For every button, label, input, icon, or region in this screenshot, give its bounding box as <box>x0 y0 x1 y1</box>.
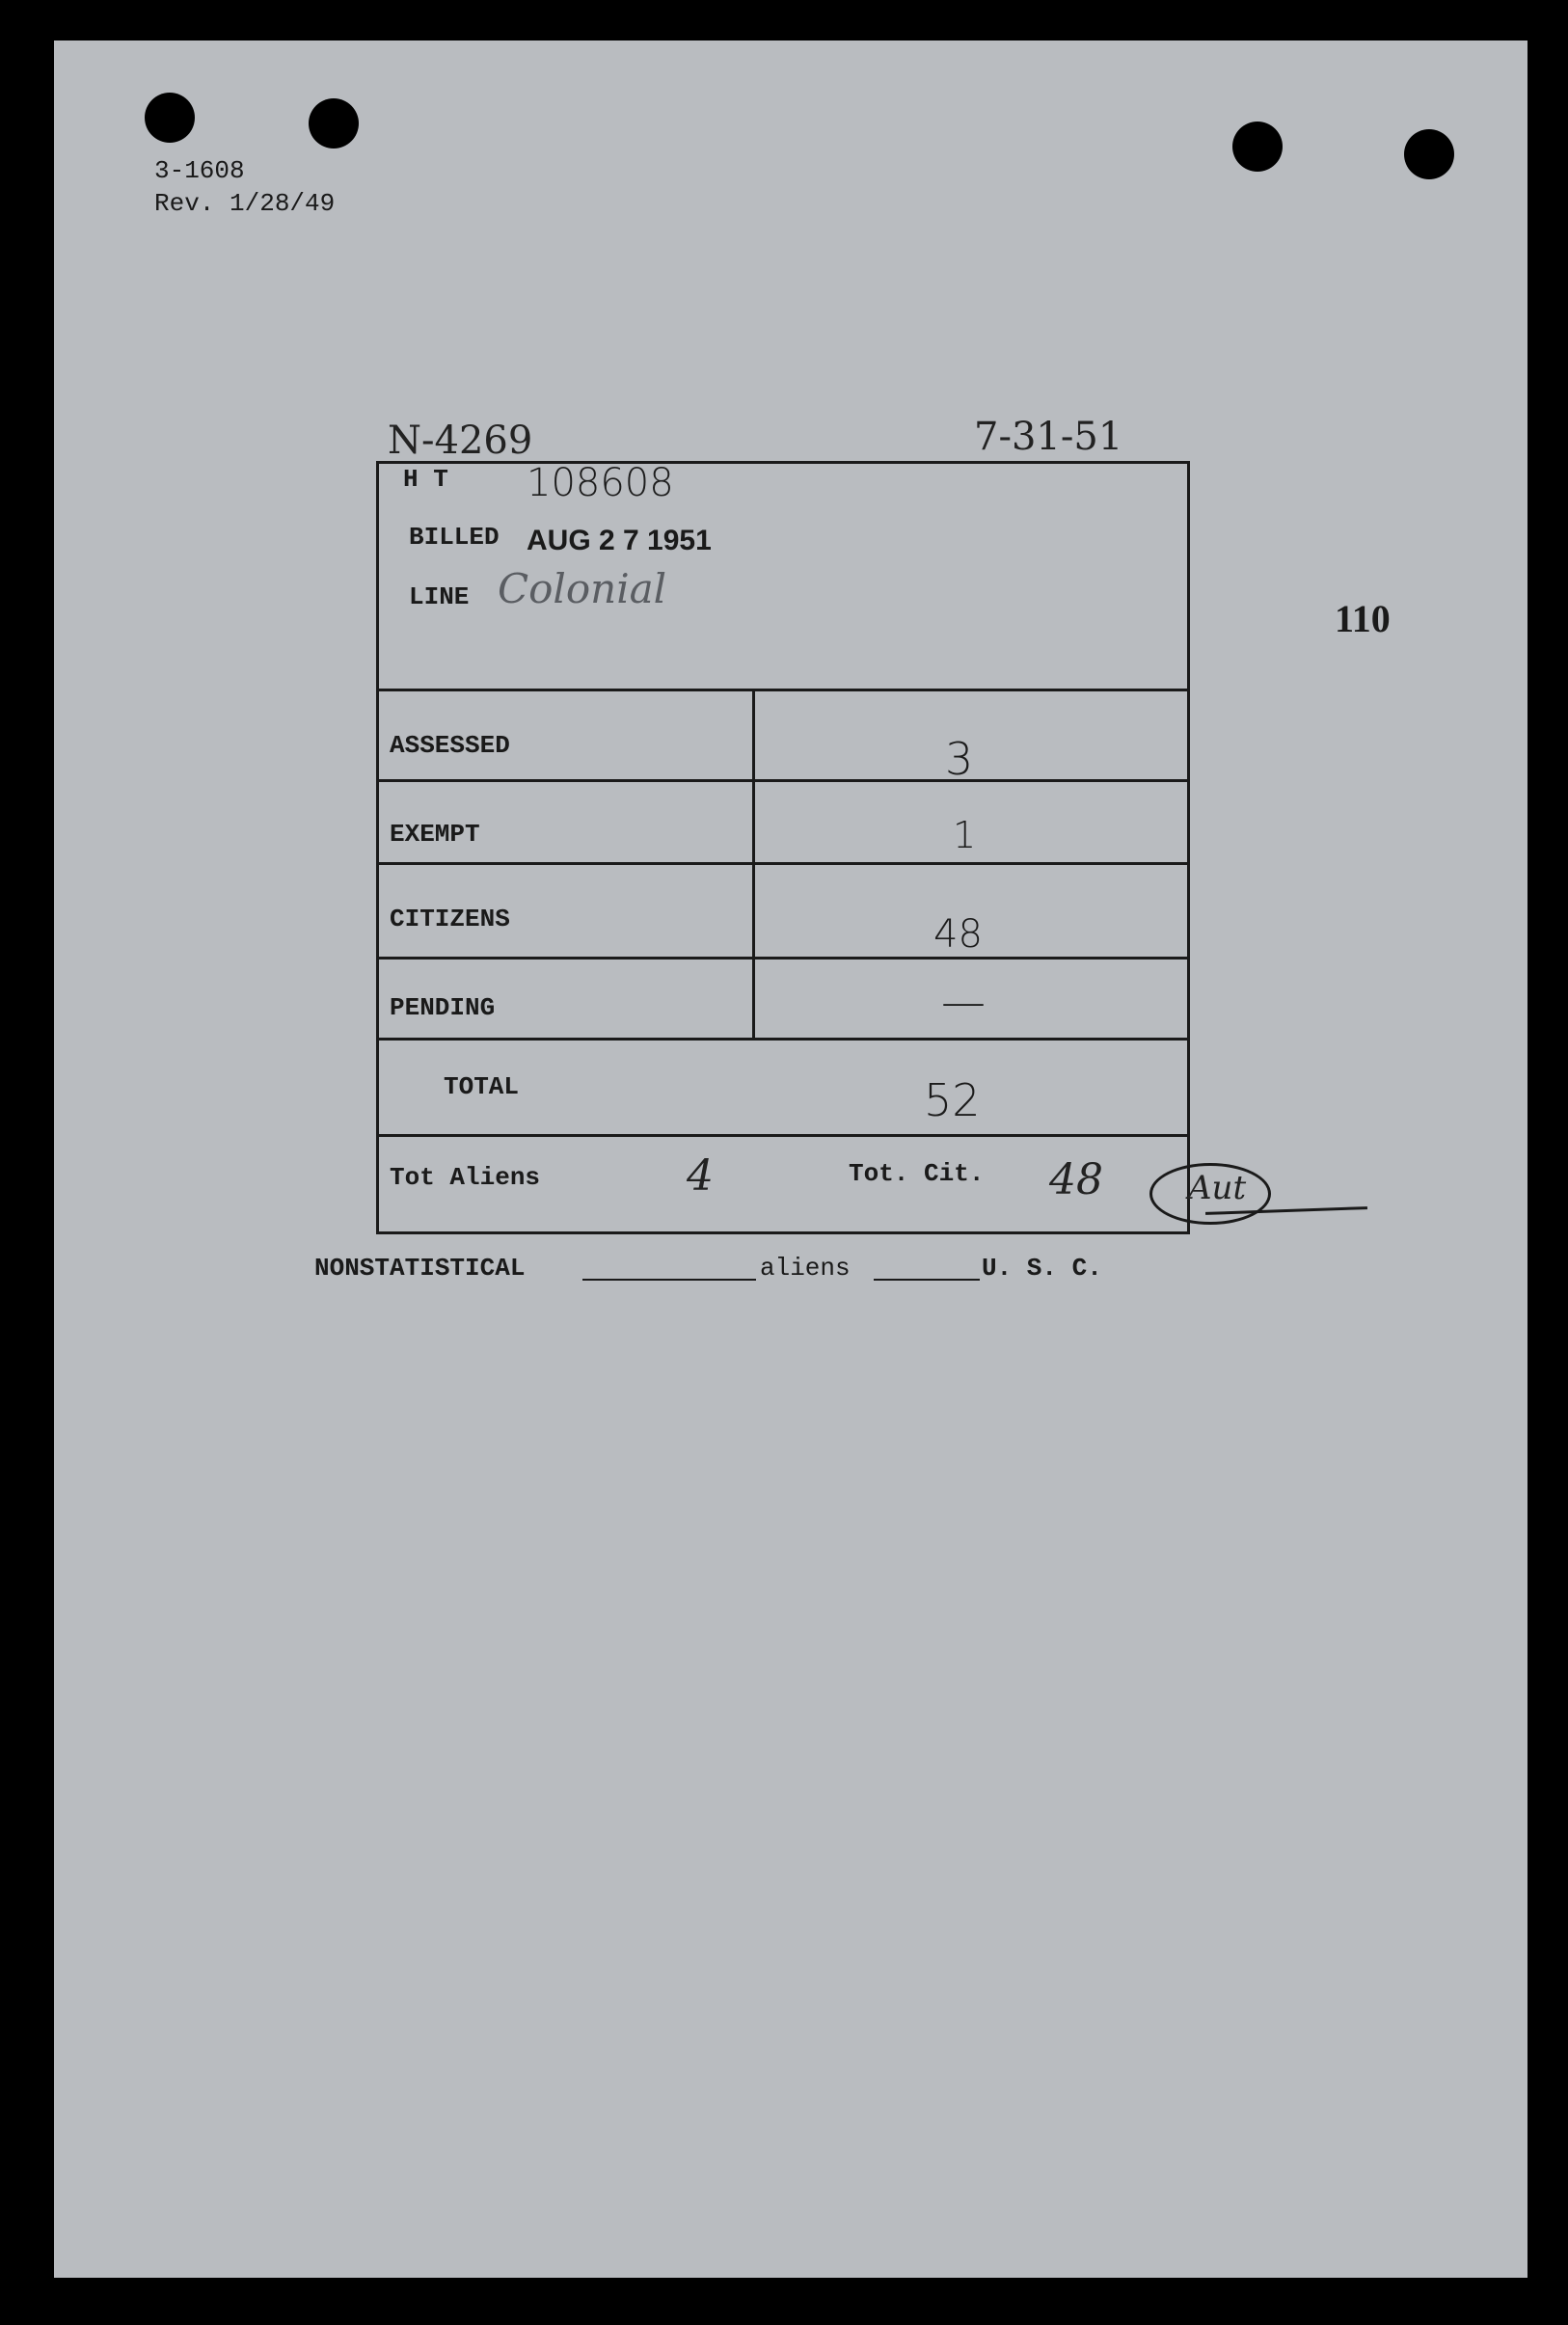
tot-cit-value: 48 <box>1049 1155 1103 1204</box>
row-label-citizens: CITIZENS <box>390 905 510 933</box>
divider <box>376 862 1190 865</box>
form-number: 3-1608 <box>154 156 245 185</box>
punch-hole <box>1404 129 1454 179</box>
divider <box>376 1134 1190 1137</box>
aliens-blank <box>874 1279 980 1281</box>
file-number: N-4269 <box>388 419 533 463</box>
punch-hole <box>145 93 195 143</box>
row-label-exempt: EXEMPT <box>390 820 480 849</box>
tot-aliens-value: 4 <box>687 1151 714 1201</box>
row-value-assessed: 3 <box>945 733 974 785</box>
row-value-citizens: 48 <box>933 912 983 957</box>
line-name: Colonial <box>498 565 667 612</box>
aliens-label: aliens <box>760 1254 851 1283</box>
nonstatistical-blank <box>582 1279 756 1281</box>
tot-cit-label: Tot. Cit. <box>849 1159 985 1188</box>
form-code <box>154 154 335 220</box>
form-revision: Rev. 1/28/49 <box>154 189 336 218</box>
ht-label: H T <box>403 465 448 494</box>
divider <box>376 689 1190 691</box>
total-value: 52 <box>924 1074 981 1126</box>
punch-hole <box>309 98 359 149</box>
row-value-pending: — <box>941 976 986 1028</box>
divider <box>376 1038 1190 1041</box>
page-number: 110 <box>1335 597 1391 640</box>
divider <box>376 779 1190 782</box>
divider <box>376 957 1190 960</box>
line-label: LINE <box>409 582 470 611</box>
handwritten-date: 7-31-51 <box>974 415 1123 459</box>
total-label: TOTAL <box>444 1072 520 1101</box>
row-label-assessed: ASSESSED <box>390 731 510 760</box>
nonstatistical-label: NONSTATISTICAL <box>314 1254 526 1283</box>
usc-label: U. S. C. <box>982 1254 1102 1283</box>
punch-hole <box>1232 122 1283 172</box>
tot-aliens-label: Tot Aliens <box>390 1163 541 1192</box>
billed-date-stamp: AUG 2 7 1951 <box>527 525 712 556</box>
column-divider <box>752 690 755 1038</box>
row-label-pending: PENDING <box>390 993 496 1022</box>
initials-text: Aut <box>1188 1169 1247 1207</box>
billed-label: BILLED <box>409 523 500 552</box>
row-value-exempt: 1 <box>953 814 977 856</box>
ht-number: 108608 <box>527 461 674 505</box>
